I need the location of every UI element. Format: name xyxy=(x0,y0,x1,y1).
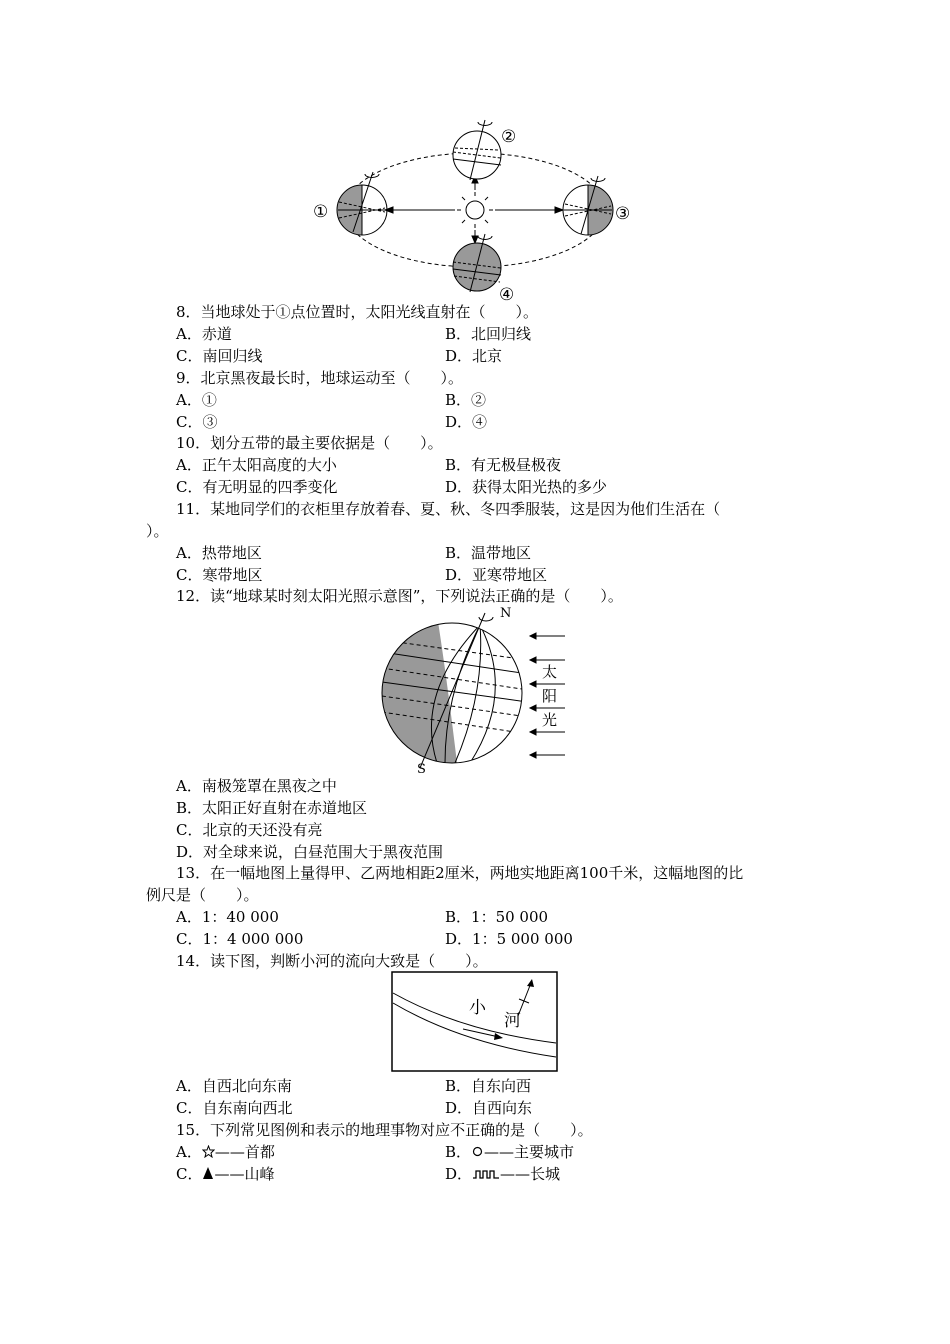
star-icon xyxy=(202,1145,215,1158)
q9-option-b[interactable]: B．② xyxy=(445,391,487,409)
south-label: S xyxy=(417,762,426,777)
q14-stem: 14．读下图，判断小河的流向大致是（ ）。 xyxy=(176,952,488,970)
q9-option-a[interactable]: A．① xyxy=(176,391,217,409)
q15-option-a[interactable] xyxy=(176,1141,275,1163)
q10-option-b[interactable]: B．有无极昼极夜 xyxy=(445,456,562,474)
q15-stem: 15．下列常见图例和表示的地理事物对应不正确的是（ ）。 xyxy=(176,1121,593,1139)
q8-option-c[interactable]: C．南回归线 xyxy=(176,347,263,365)
q10-stem: 10．划分五带的最主要依据是（ ）。 xyxy=(176,434,443,452)
q15-c-text: ——山峰 xyxy=(214,1165,275,1183)
sunlight-char-2: 阳 xyxy=(542,687,558,705)
sun-icon xyxy=(457,192,493,228)
q11-option-d[interactable]: D．亚寒带地区 xyxy=(445,566,548,584)
q9-option-d[interactable]: D．④ xyxy=(445,413,488,431)
sunlight-char-1: 太 xyxy=(542,663,558,681)
q15-d-text: ——长城 xyxy=(500,1165,561,1183)
great-wall-icon xyxy=(472,1168,500,1180)
q15-a-text: ——首都 xyxy=(214,1143,275,1161)
q15-b-text: ——主要城市 xyxy=(484,1143,575,1161)
q12-option-c[interactable]: C．北京的天还没有亮 xyxy=(176,821,323,839)
q14-option-d[interactable]: D．自西向东 xyxy=(445,1099,533,1117)
label-1: ① xyxy=(313,202,329,222)
earth-position-4 xyxy=(453,234,501,292)
q13-stem: 13．在一幅地图上量得甲、乙两地相距2厘米，两地实地距离100千米，这幅地图的比 xyxy=(176,864,744,882)
q12-stem: 12．读“地球某时刻太阳光照示意图”，下列说法正确的是（ ）。 xyxy=(176,587,623,605)
north-label: N xyxy=(500,606,512,621)
q15-option-c[interactable] xyxy=(176,1163,275,1185)
q10-option-a[interactable]: A．正午太阳高度的大小 xyxy=(176,456,337,474)
q11-option-a[interactable]: A．热带地区 xyxy=(176,544,262,562)
label-3: ③ xyxy=(615,204,631,224)
q15-option-b[interactable] xyxy=(445,1141,574,1163)
q13-stem-cont: 例尺是（ ）。 xyxy=(146,886,259,904)
q15-a-prefix: A． xyxy=(176,1143,202,1161)
q14-option-b[interactable]: B．自东向西 xyxy=(445,1077,532,1095)
earth-sunlight-diagram xyxy=(375,603,575,778)
q13-option-a[interactable]: A．1：40 000 xyxy=(176,908,279,926)
river-char-1: 小 xyxy=(469,998,486,1018)
q13-option-d[interactable]: D．1：5 000 000 xyxy=(445,930,573,948)
sunlight-char-3: 光 xyxy=(542,711,558,729)
q11-option-b[interactable]: B．温带地区 xyxy=(445,544,532,562)
q11-option-c[interactable]: C．寒带地区 xyxy=(176,566,263,584)
q11-stem: 11．某地同学们的衣柜里存放着春、夏、秋、冬四季服装，这是因为他们生活在（ xyxy=(176,500,721,518)
q15-option-d[interactable] xyxy=(445,1163,560,1185)
q8-option-a[interactable]: A．赤道 xyxy=(176,325,232,343)
q11-stem-cont: ）。 xyxy=(146,522,169,540)
q8-option-d[interactable]: D．北京 xyxy=(445,347,503,365)
q8-option-b[interactable]: B．北回归线 xyxy=(445,325,532,343)
q12-option-d[interactable]: D．对全球来说，白昼范围大于黑夜范围 xyxy=(176,843,444,861)
q12-option-a[interactable]: A．南极笼罩在黑夜之中 xyxy=(176,777,337,795)
q14-option-c[interactable]: C．自东南向西北 xyxy=(176,1099,293,1117)
label-2: ② xyxy=(501,127,517,147)
earth-position-3 xyxy=(563,176,613,235)
q15-c-prefix: C． xyxy=(176,1165,203,1183)
q13-option-b[interactable]: B．1：50 000 xyxy=(445,908,549,926)
river-diagram xyxy=(391,971,559,1073)
q13-option-c[interactable]: C．1：4 000 000 xyxy=(176,930,304,948)
q9-stem: 9．北京黑夜最长时，地球运动至（ ）。 xyxy=(176,369,464,387)
q9-option-c[interactable]: C．③ xyxy=(176,413,218,431)
q10-option-c[interactable]: C．有无明显的四季变化 xyxy=(176,478,338,496)
q8-stem: 8．当地球处于①点位置时，太阳光线直射在（ ）。 xyxy=(176,303,539,321)
earth-position-2 xyxy=(453,120,501,180)
circle-icon xyxy=(471,1145,484,1158)
label-4: ④ xyxy=(499,285,515,305)
peak-triangle-icon xyxy=(202,1166,214,1180)
earth-orbit-diagram xyxy=(305,110,645,305)
q10-option-d[interactable]: D．获得太阳光热的多少 xyxy=(445,478,608,496)
q15-b-prefix: B． xyxy=(445,1143,472,1161)
river-char-2: 河 xyxy=(504,1011,521,1031)
q12-option-b[interactable]: B．太阳正好直射在赤道地区 xyxy=(176,799,368,817)
q14-option-a[interactable]: A．自西北向东南 xyxy=(176,1077,292,1095)
q15-d-prefix: D． xyxy=(445,1165,473,1183)
